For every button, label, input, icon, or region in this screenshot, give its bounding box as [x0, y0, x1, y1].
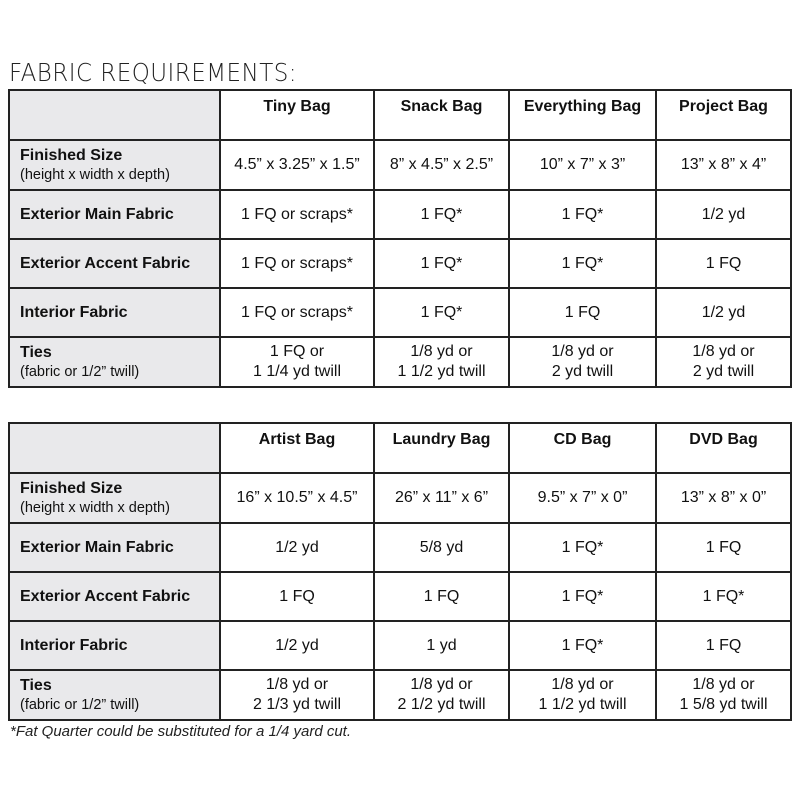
- row-label-text: Ties: [20, 344, 52, 361]
- table-cell: 1/2 yd: [656, 190, 791, 239]
- row-label-text: Finished Size: [20, 147, 123, 164]
- table-cell: 1 FQ: [220, 572, 374, 621]
- table-cell: 1 FQ*: [509, 523, 656, 572]
- column-header: DVD Bag: [656, 423, 791, 473]
- row-label-subtext: (fabric or 1/2” twill): [20, 364, 140, 380]
- cell-line: 1 5/8 yd twill: [679, 696, 768, 713]
- table-cell: [374, 337, 509, 387]
- table-corner: [9, 90, 220, 140]
- table-cell: [509, 337, 656, 387]
- table-cell: 1 FQ: [656, 523, 791, 572]
- table-cell: [509, 670, 656, 720]
- row-label-subtext: (height x width x depth): [20, 500, 170, 516]
- row-label-interior: Interior Fabric: [9, 621, 220, 670]
- table-cell: 16” x 10.5” x 4.5”: [220, 473, 374, 523]
- cell-line: 1/8 yd or: [692, 676, 755, 693]
- cell-line: 1/8 yd or: [410, 676, 473, 693]
- cell-line: 1/8 yd or: [265, 676, 329, 693]
- table-cell: 1 FQ: [656, 621, 791, 670]
- table-cell: [656, 670, 791, 720]
- table-cell: 1 FQ*: [656, 572, 791, 621]
- table-cell: [220, 670, 374, 720]
- row-label-exterior-main: Exterior Main Fabric: [9, 190, 220, 239]
- table-cell: 1 FQ*: [509, 190, 656, 239]
- cell-line: 1 FQ or: [269, 343, 325, 360]
- cell-line: 1/8 yd or: [551, 343, 614, 360]
- cell-line: 2 yd twill: [692, 363, 755, 380]
- table-cell: 1 yd: [374, 621, 509, 670]
- table-cell: 8” x 4.5” x 2.5”: [374, 140, 509, 190]
- table-cell: 1 FQ*: [509, 239, 656, 288]
- row-label-subtext: (height x width x depth): [20, 167, 170, 183]
- column-header: Artist Bag: [220, 423, 374, 473]
- row-label-text: Ties: [20, 677, 52, 694]
- fabric-table-2: [8, 422, 792, 721]
- row-label-finished-size: [9, 473, 220, 523]
- column-header: Everything Bag: [509, 90, 656, 140]
- cell-line: 2 1/3 yd twill: [252, 696, 342, 713]
- cell-line: 1 1/2 yd twill: [538, 696, 627, 713]
- column-header: Snack Bag: [374, 90, 509, 140]
- table-cell: 1/2 yd: [220, 621, 374, 670]
- table-cell: 1 FQ*: [374, 288, 509, 337]
- column-header: Project Bag: [656, 90, 791, 140]
- table-cell: 10” x 7” x 3”: [509, 140, 656, 190]
- cell-line: 2 1/2 yd twill: [397, 696, 486, 713]
- row-label-exterior-accent: Exterior Accent Fabric: [9, 572, 220, 621]
- column-header: CD Bag: [509, 423, 656, 473]
- row-label-ties: [9, 670, 220, 720]
- table-cell: 1 FQ: [656, 239, 791, 288]
- table-cell: 13” x 8” x 4”: [656, 140, 791, 190]
- cell-line: 2 yd twill: [551, 363, 614, 380]
- table-cell: 1 FQ: [509, 288, 656, 337]
- table-cell: [656, 337, 791, 387]
- table-cell: 1 FQ: [374, 572, 509, 621]
- cell-line: 1/8 yd or: [410, 343, 473, 360]
- row-label-text: Finished Size: [20, 480, 123, 497]
- table-cell: 1/2 yd: [656, 288, 791, 337]
- table-cell: 26” x 11” x 6”: [374, 473, 509, 523]
- table-cell: [220, 337, 374, 387]
- column-header: Tiny Bag: [220, 90, 374, 140]
- table-cell: 5/8 yd: [374, 523, 509, 572]
- footnote: *Fat Quarter could be substituted for a 1/4 yard cut.: [10, 723, 352, 740]
- table-cell: 1 FQ*: [374, 190, 509, 239]
- table-corner: [9, 423, 220, 473]
- cell-line: 1 1/4 yd twill: [252, 363, 342, 380]
- table-cell: 13” x 8” x 0”: [656, 473, 791, 523]
- table-cell: 1 FQ*: [509, 621, 656, 670]
- table-cell: 1 FQ or scraps*: [220, 239, 374, 288]
- row-label-subtext: (fabric or 1/2” twill): [20, 697, 140, 713]
- row-label-exterior-main: Exterior Main Fabric: [9, 523, 220, 572]
- fabric-table-1: [8, 89, 792, 388]
- table-cell: 4.5” x 3.25” x 1.5”: [220, 140, 374, 190]
- row-label-interior: Interior Fabric: [9, 288, 220, 337]
- cell-line: 1/8 yd or: [692, 343, 755, 360]
- row-label-ties: [9, 337, 220, 387]
- cell-line: 1/8 yd or: [551, 676, 614, 693]
- table-cell: 1 FQ or scraps*: [220, 190, 374, 239]
- row-label-finished-size: [9, 140, 220, 190]
- page-title: FABRIC REQUIREMENTS:: [9, 58, 297, 87]
- table-cell: 1/2 yd: [220, 523, 374, 572]
- table-cell: 1 FQ or scraps*: [220, 288, 374, 337]
- table-cell: [374, 670, 509, 720]
- row-label-exterior-accent: Exterior Accent Fabric: [9, 239, 220, 288]
- column-header: Laundry Bag: [374, 423, 509, 473]
- table-cell: 1 FQ*: [509, 572, 656, 621]
- cell-line: 1 1/2 yd twill: [397, 363, 486, 380]
- table-cell: 1 FQ*: [374, 239, 509, 288]
- table-cell: 9.5” x 7” x 0”: [509, 473, 656, 523]
